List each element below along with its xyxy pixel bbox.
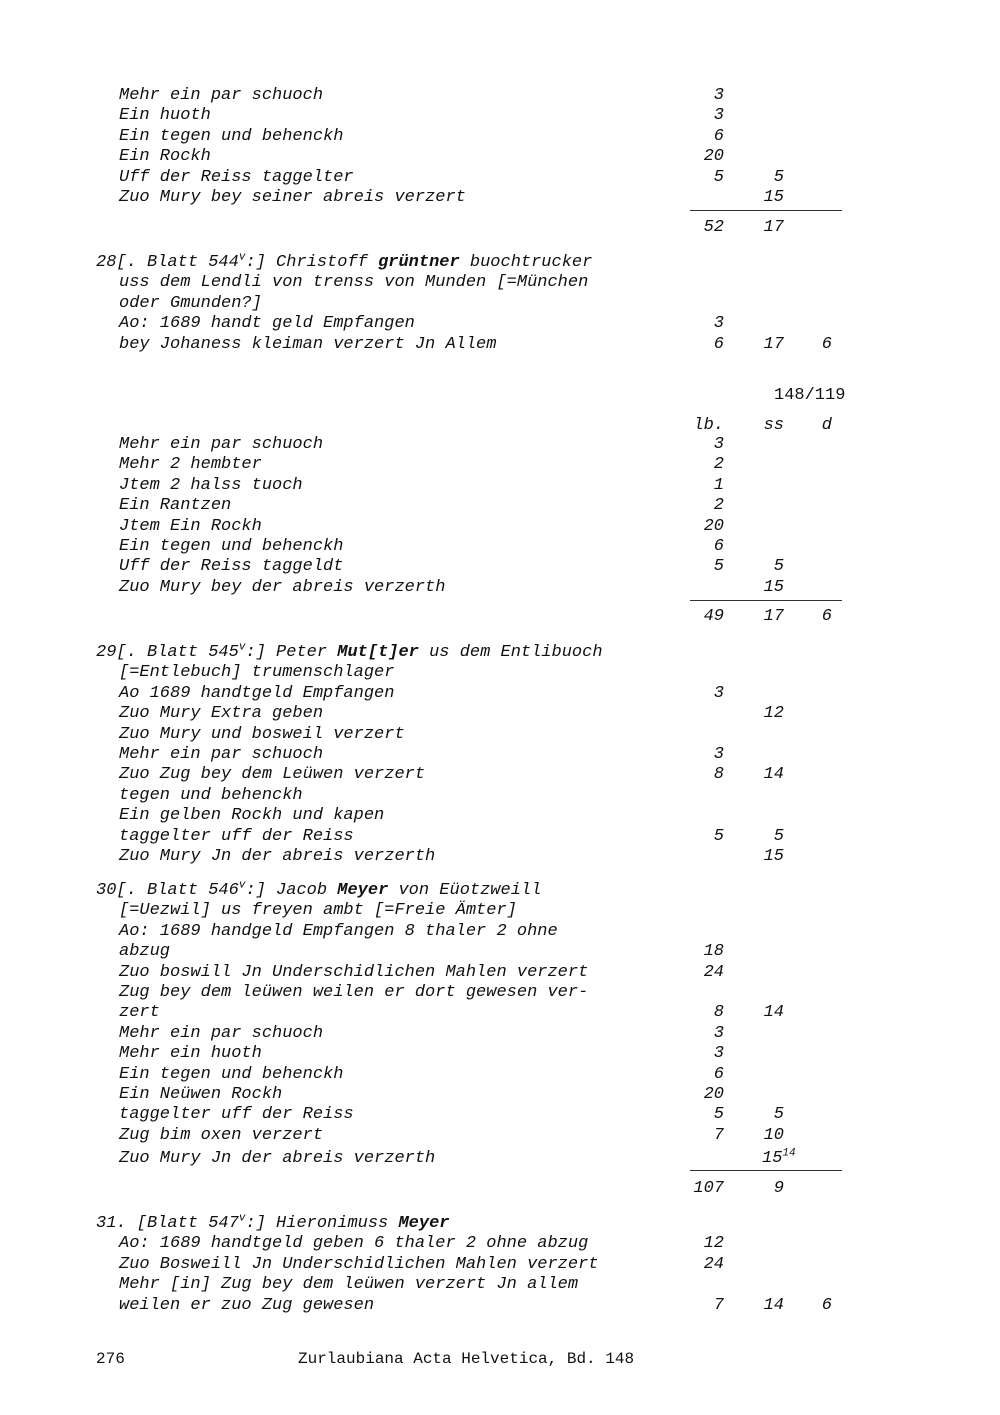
entry-31-row-3-text: weilen er zuo Zug gewesen — [119, 1295, 375, 1315]
row-b2-2-text: Jtem 2 halss tuoch — [119, 475, 303, 495]
entry-30-last-text: Zuo Mury Jn der abreis verzerth — [119, 1149, 436, 1168]
entry-30-row-3-text: Zuo boswill Jn Underschidlichen Mahlen verzert — [119, 962, 589, 982]
entry-28-row-1-text: oder Gmunden?] — [119, 293, 262, 313]
entry-30-row-5-lb: 8 — [713, 1003, 724, 1023]
entry-30-row-4-text: Zug bey dem leüwen weilen er dort gewesen ver- — [119, 983, 589, 1002]
entry-31-row-2-text: Mehr [in] Zug bey dem leüwen verzert Jn allem — [119, 1275, 579, 1295]
entry-30-row-8-lb: 6 — [713, 1064, 724, 1084]
entry-30-row-10-text: taggelter uff der Reiss — [119, 1105, 354, 1125]
entry-30-row-10-lb: 5 — [713, 1105, 724, 1125]
entry-31-row-0-text: Ao: 1689 handtgeld geben 6 thaler 2 ohne abzug — [119, 1234, 589, 1254]
total-1-lb: 49 — [703, 607, 724, 626]
entry-30-row-8-text: Ein tegen und behenckh — [119, 1064, 344, 1084]
column-header-d: d — [821, 416, 832, 435]
row-b2-1-text: Mehr 2 hembter — [119, 455, 262, 475]
row-b2-6-text: Uff der Reiss taggeldt — [119, 557, 344, 577]
entry-30-row-9-lb: 20 — [703, 1085, 724, 1104]
heading-part: :] Peter — [245, 643, 338, 662]
entry-29-row-8-ss: 5 — [773, 826, 784, 846]
row-b1-0-lb: 3 — [713, 86, 724, 105]
entry-28-row-0-text: uss dem Lendli von trenss von Munden [=München — [119, 273, 589, 293]
heading-part: buochtrucker — [459, 253, 593, 272]
row-b2-6-ss: 5 — [773, 557, 784, 577]
sum-rule-1 — [690, 600, 842, 601]
total-1-d: 6 — [821, 607, 832, 626]
entry-31-heading — [96, 1214, 449, 1234]
heading-part: us dem Entlibuoch — [418, 643, 603, 662]
row-b2-2-lb: 1 — [713, 475, 724, 495]
entry-30-row-0-text: [=Uezwil] us freyen ambt [=Freie Ämter] — [119, 901, 517, 921]
heading-part: 29[. Blatt 545 — [96, 643, 239, 662]
row-b2-6-lb: 5 — [713, 557, 724, 577]
row-b2-1-lb: 2 — [713, 455, 724, 475]
person-name: grüntner — [378, 253, 460, 272]
row-b1-2-lb: 6 — [713, 126, 724, 146]
person-name: Meyer — [337, 881, 389, 900]
entry-29-row-8-lb: 5 — [713, 826, 724, 846]
heading-part: 28[. Blatt 544 — [96, 253, 239, 272]
sum-rule-0 — [690, 210, 842, 211]
entry-30-row-7-lb: 3 — [713, 1044, 724, 1064]
entry-30-heading — [96, 881, 541, 901]
row-b1-0-text: Mehr ein par schuoch — [119, 86, 324, 105]
folio-superscript: v — [238, 251, 246, 264]
row-b1-1-text: Ein huoth — [119, 106, 211, 126]
row-b1-4-lb: 5 — [713, 167, 724, 187]
row-b2-3-text: Ein Rantzen — [119, 496, 232, 516]
heading-part: 31. [Blatt 547 — [96, 1214, 239, 1233]
entry-29-row-5-ss: 14 — [763, 765, 784, 785]
entry-29-row-0-text: [=Entlebuch] trumenschlager — [119, 663, 395, 683]
entry-28-heading — [96, 253, 592, 273]
entry-28-row-3-ss: 17 — [763, 334, 784, 354]
entry-29-row-5-text: Zuo Zug bey dem Leüwen verzert — [119, 765, 426, 785]
entry-30-row-10-ss: 5 — [773, 1105, 784, 1125]
entry-31-row-3-ss: 14 — [763, 1295, 784, 1315]
heading-part: :] Christoff — [245, 253, 379, 272]
row-b1-5-ss: 15 — [763, 188, 784, 207]
entry-30-row-6-lb: 3 — [713, 1023, 724, 1043]
sum-rule-2 — [690, 1170, 842, 1171]
entry-29-row-4-text: Mehr ein par schuoch — [119, 745, 324, 764]
row-b2-7-text: Zuo Mury bey der abreis verzerth — [119, 577, 446, 597]
entry-31-row-1-lb: 24 — [703, 1254, 724, 1274]
entry-29-row-2-text: Zuo Mury Extra geben — [119, 704, 324, 724]
row-b2-3-lb: 2 — [713, 496, 724, 516]
row-b1-2-text: Ein tegen und behenckh — [119, 126, 344, 146]
row-b2-4-text: Jtem Ein Rockh — [119, 516, 262, 536]
entry-30-row-6-text: Mehr ein par schuoch — [119, 1023, 324, 1043]
entry-29-row-9-text: Zuo Mury Jn der abreis verzerth — [119, 847, 436, 866]
total-1-ss: 17 — [763, 607, 784, 626]
row-b2-5-lb: 6 — [713, 537, 724, 556]
entry-28-row-3-text: bey Johaness kleiman verzert Jn Allem — [119, 334, 497, 354]
entry-30-row-2-lb: 18 — [703, 942, 724, 962]
entry-29-row-3-text: Zuo Mury und bosweil verzert — [119, 724, 405, 744]
entry-29-row-5-lb: 8 — [713, 765, 724, 785]
row-b2-7-ss: 15 — [763, 577, 784, 597]
folio-superscript: v — [238, 879, 246, 892]
row-b2-4-lb: 20 — [703, 516, 724, 536]
row-b1-3-lb: 20 — [703, 147, 724, 167]
entry-29-row-1-text: Ao 1689 handtgeld Empfangen — [119, 683, 395, 703]
entry-28-row-3-d: 6 — [821, 334, 832, 354]
entry-29-row-7-text: Ein gelben Rockh und kapen — [119, 806, 385, 826]
column-header-lb: lb. — [693, 416, 724, 435]
entry-30-row-11-ss: 10 — [763, 1125, 784, 1145]
folio-superscript: v — [238, 641, 246, 654]
entry-31-row-0-lb: 12 — [703, 1234, 724, 1254]
row-b2-0-text: Mehr ein par schuoch — [119, 435, 324, 454]
entry-30-row-5-text: zert — [119, 1003, 160, 1023]
total-0-ss: 17 — [763, 218, 784, 237]
heading-part: 30[. Blatt 546 — [96, 881, 239, 900]
folio-superscript: v — [238, 1212, 246, 1225]
entry-31-row-3-d: 6 — [821, 1295, 832, 1315]
entry-29-row-6-text: tegen und behenckh — [119, 785, 303, 805]
footer-title: Zurlaubiana Acta Helvetica, Bd. 148 — [298, 1350, 635, 1368]
footer-page-number: 276 — [96, 1350, 125, 1368]
row-b2-0-lb: 3 — [713, 435, 724, 454]
entry-30-row-11-text: Zug bim oxen verzert — [119, 1125, 324, 1145]
person-name: Mut[t]er — [337, 643, 419, 662]
entry-31-row-3-lb: 7 — [713, 1295, 724, 1315]
entry-28-row-2-text: Ao: 1689 handt geld Empfangen — [119, 314, 415, 334]
entry-30-last-ss — [762, 1149, 822, 1169]
total-0-lb: 52 — [703, 218, 724, 237]
amount-ss: 15 — [762, 1149, 783, 1168]
entry-30-row-3-lb: 24 — [703, 962, 724, 982]
entry-31-row-1-text: Zuo Bosweill Jn Underschidlichen Mahlen verzert — [119, 1254, 599, 1274]
entry-29-row-9-ss: 15 — [763, 847, 784, 866]
page-reference: 148/119 — [774, 386, 846, 405]
entry-30-row-5-ss: 14 — [763, 1003, 784, 1023]
entry-29-heading — [96, 643, 603, 663]
entry-29-row-1-lb: 3 — [713, 683, 724, 703]
entry-28-row-3-lb: 6 — [713, 334, 724, 354]
row-b1-3-text: Ein Rockh — [119, 147, 211, 167]
entry-29-row-4-lb: 3 — [713, 745, 724, 764]
entry-30-row-9-text: Ein Neüwen Rockh — [119, 1085, 283, 1104]
total-2-lb: 107 — [693, 1179, 724, 1198]
entry-29-row-8-text: taggelter uff der Reiss — [119, 826, 354, 846]
entry-30-row-1-text: Ao: 1689 handgeld Empfangen 8 thaler 2 ohne — [119, 921, 558, 941]
entry-28-row-2-lb: 3 — [713, 314, 724, 334]
total-2-ss: 9 — [773, 1179, 784, 1198]
row-b1-4-ss: 5 — [773, 167, 784, 187]
heading-part: :] Hieronimuss — [245, 1214, 399, 1233]
entry-30-row-7-text: Mehr ein huoth — [119, 1044, 262, 1064]
entry-30-row-2-text: abzug — [119, 942, 171, 962]
column-header-ss: ss — [763, 416, 784, 435]
heading-part: von Eüotzweill — [388, 881, 542, 900]
entry-30-row-11-lb: 7 — [713, 1125, 724, 1145]
row-b1-1-lb: 3 — [713, 106, 724, 126]
footnote-marker: 14 — [782, 1147, 796, 1160]
entry-29-row-2-ss: 12 — [763, 704, 784, 724]
row-b1-5-text: Zuo Mury bey seiner abreis verzert — [119, 188, 466, 207]
row-b1-4-text: Uff der Reiss taggelter — [119, 167, 354, 187]
heading-part: :] Jacob — [245, 881, 338, 900]
row-b2-5-text: Ein tegen und behenckh — [119, 537, 344, 556]
person-name: Meyer — [398, 1214, 450, 1233]
